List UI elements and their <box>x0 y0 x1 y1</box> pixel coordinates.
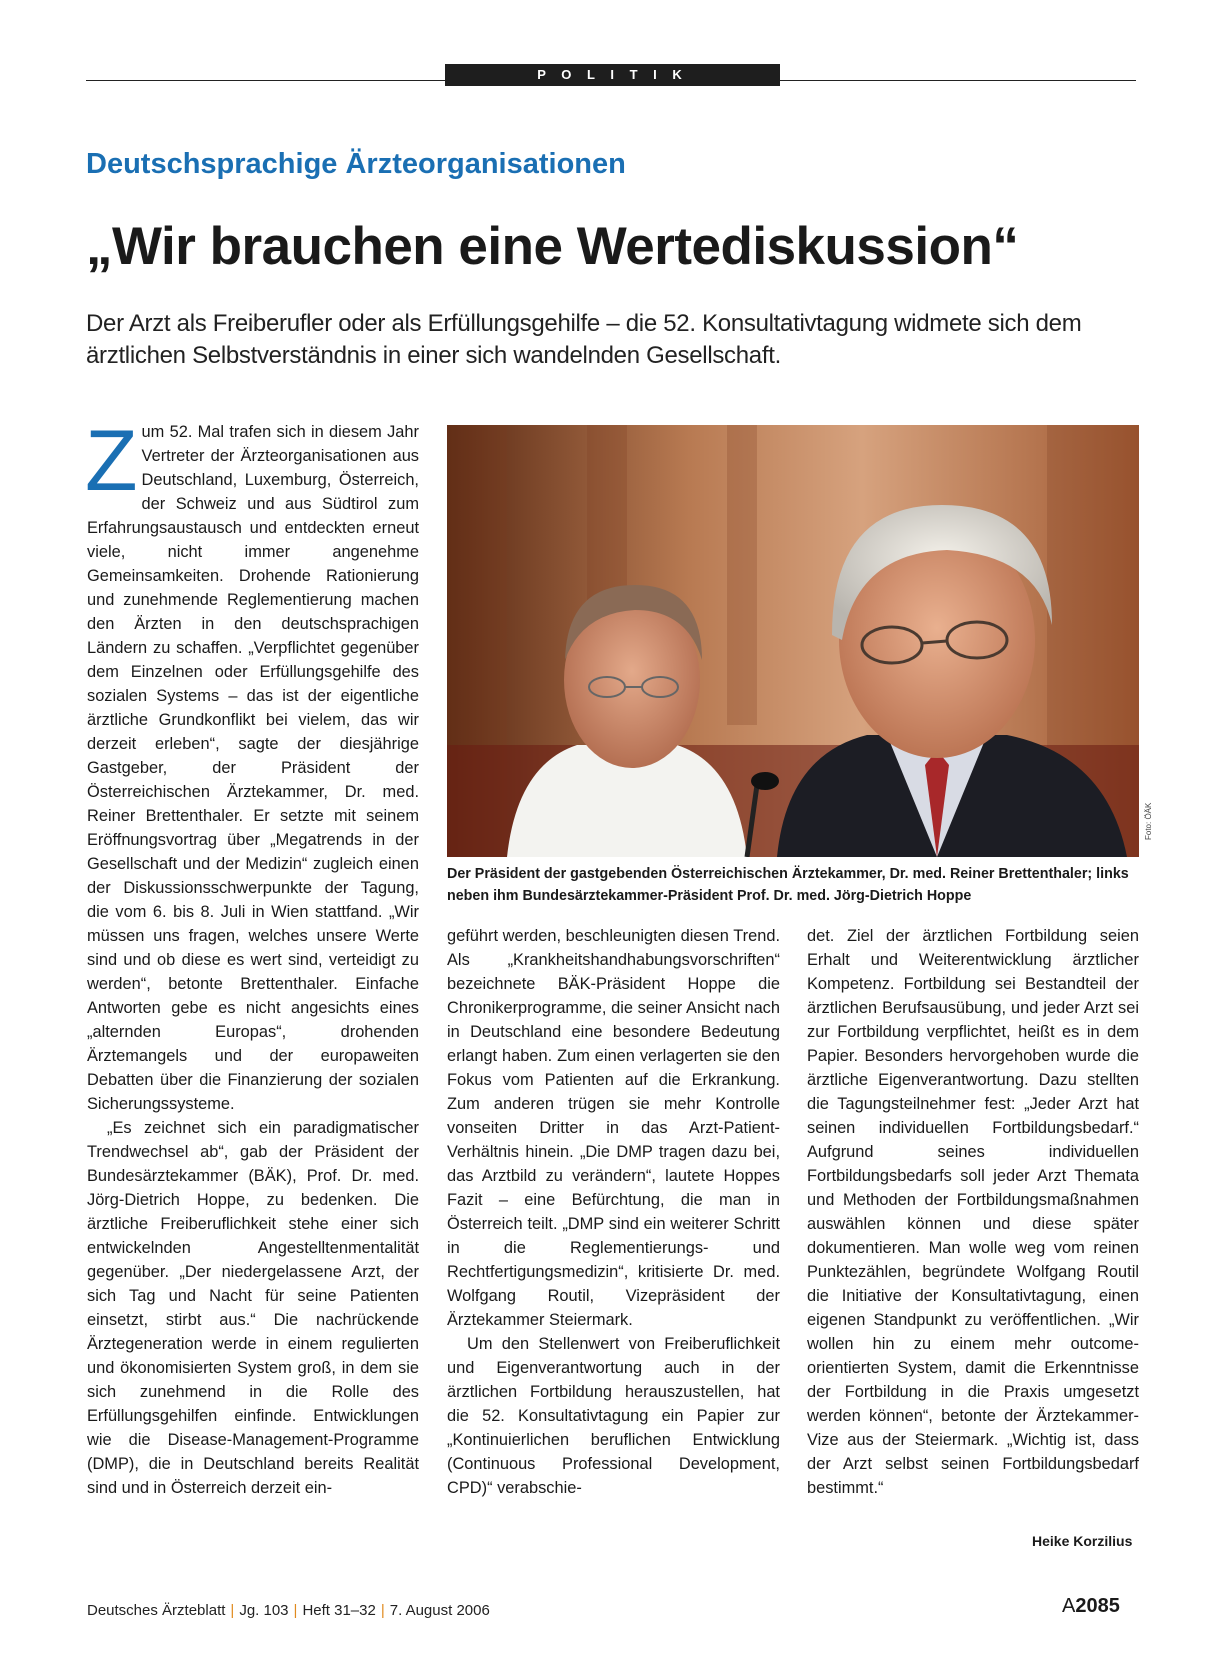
kicker: Deutschsprachige Ärzteorganisationen <box>86 148 626 180</box>
separator: | <box>293 1602 298 1619</box>
section-tag: P O L I T I K <box>445 64 780 86</box>
author-byline: Heike Korzilius <box>1032 1533 1133 1549</box>
date: 7. August 2006 <box>389 1602 490 1619</box>
article-photo <box>447 425 1139 857</box>
journal-name: Deutsches Ärzteblatt <box>87 1602 226 1619</box>
paragraph <box>85 413 419 1116</box>
article-column-3 <box>807 924 1139 1500</box>
page-number-value: 2085 <box>1075 1595 1120 1617</box>
page-prefix: A <box>1062 1595 1076 1617</box>
volume: Jg. 103 <box>239 1602 289 1619</box>
photo-illustration <box>447 425 1139 857</box>
article-column-2 <box>447 924 780 1500</box>
page-number <box>1062 1596 1120 1616</box>
issue: Heft 31–32 <box>302 1602 376 1619</box>
paragraph: Um den Stellenwert von Freiberuflichkeit und Eigenverantwortung auch in der ärztlichen Fortbildung herauszustellen, hat die 52. Konsultativtagung ein Papier zur „Kontinuierlichen beruflichen Entwicklung (Continuous Professional Development, CPD)“ verabschie- <box>447 1335 780 1497</box>
lead-paragraph: Der Arzt als Freiberufler oder als Erfüllungsgehilfe – die 52. Konsultativtagung widmete sich dem ärztlichen Selbstverständnis in einer sich wandelnden Gesellschaft. <box>86 310 1082 369</box>
photo-caption: Der Präsident der gastgebenden Österreichischen Ärztekammer, Dr. med. Reiner Brettenthaler; links neben ihm Bundesärztekammer-Präsident Prof. Dr. med. Jörg-Dietrich Hoppe <box>447 866 1129 904</box>
photo-credit: Foto: ÖÄK <box>1144 802 1153 840</box>
footer-citation <box>87 1603 490 1618</box>
separator: | <box>380 1602 385 1619</box>
headline: „Wir brauchen eine Wertediskussion“ <box>86 217 1019 276</box>
separator: | <box>230 1602 235 1619</box>
drop-cap: Z <box>85 413 138 509</box>
paragraph: geführt werden, beschleunigten diesen Trend. Als „Krankheitshandhabungsvorschriften“ bezeichnete BÄK-Präsident Hoppe die Chronikerprogramme, die seiner Ansicht nach in Deutschland eine besondere Bedeutung erlangt haben. Zum einen verlagerten sie den Fokus vom Patienten auf die Erkrankung. Zum anderen trügen sie mehr Kontrolle vonseiten Dritter in das Arzt-Patient-Verhältnis hinein. „Die DMP tragen dazu bei, das Arztbild zu verändern“, lautete Hoppes Fazit – eine Befürchtung, die man in Österreich teilt. „DMP sind ein weiterer Schritt in die Reglementierungs- und Rechtfertigungsmedizin“, kritisierte Dr. med. Wolfgang Routil, Vizepräsident der Ärztekammer Steiermark. <box>447 927 780 1329</box>
paragraph-text: um 52. Mal trafen sich in diesem Jahr Vertreter der Ärzteorganisationen aus Deutschland, Luxemburg, Österreich, der Schweiz und aus Südtirol zum Erfahrungsaustausch und entdeckten erneut viele, nicht immer angenehme Gemeinsamkeiten. Drohende Rationierung und zunehmende Reglementierung machen den Ärzten in den deutschsprachigen Ländern zu schaffen. „Verpflichtet gegenüber dem Einzelnen oder Erfüllungsgehilfe des sozialen Systems – das ist der eigentliche ärztliche Grundkonflikt bei vielem, das wir derzeit erleben“, sagte der diesjährige Gastgeber, der Präsident der Österreichischen Ärztekammer, Dr. med. Reiner Brettenthaler. Er setzte mit seinem Eröffnungsvortrag über „Megatrends in der Gesellschaft und der Medizin“ zugleich einen der Diskussionsschwerpunkte der Tagung, die vom 6. bis 8. Juli in Wien stattfand. „Wir müssen uns fragen, welches unsere Werte sind und ob diese es wert sind, verteidigt zu werden“, betonte Brettenthaler. Einfache Antworten gebe es nicht angesichts eines „alternden Europas“, drohenden Ärztemangels und der europaweiten Debatten über die Finanzierung der sozialen Sicherungssysteme. <box>87 423 419 1113</box>
article-column-1 <box>85 413 419 1500</box>
paragraph: det. Ziel der ärztlichen Fortbildung seien Erhalt und Weiterentwicklung ärztlicher Kompetenz. Fortbildung sei Bestandteil der ärztlichen Berufsausübung, und jeder Arzt sei zur Fortbildung verpflichtet, heißt es in dem Papier. Besonders hervorgehoben wurde die ärztliche Eigenverantwortung. Dazu stellten die Tagungsteilnehmer fest: „Jeder Arzt hat seinen individuellen Fortbildungsbedarf.“ Aufgrund seines individuellen Fortbildungsbedarfs soll jeder Arzt Themata und Methoden der Fortbildungsmaßnahmen auswählen können und diese später dokumentieren. Man wolle weg vom reinen Punktezählen, begründete Wolfgang Routil die Initiative der Konsultativtagung, einen eigenen Standpunkt zu veröffentlichen. „Wir wollen hin zu einem mehr outcome-orientierten System, damit die Erkenntnisse der Fortbildung in die Praxis umgesetzt werden können“, betonte der Ärztekammer-Vize aus der Steiermark. „Wichtig ist, dass der Arzt selbst seinen Fortbildungsbedarf bestimmt.“ <box>807 927 1139 1497</box>
paragraph: „Es zeichnet sich ein paradigmatischer Trendwechsel ab“, gab der Präsident der Bundesärztekammer (BÄK), Prof. Dr. med. Jörg-Dietrich Hoppe, zu bedenken. Die ärztliche Freiberuflichkeit stehe einer sich entwickelnden Angestelltenmentalität gegenüber. „Der niedergelassene Arzt, der sich Tag und Nacht für seine Patienten einsetzt, stirbt aus.“ Die nachrückende Ärztegeneration werde in einem regulierten und ökonomisierten System groß, in dem sie sich zunehmend in die Rolle des Erfüllungsgehilfen einfinde. Entwicklungen wie die Disease-Management-Programme (DMP), die in Deutschland bereits Realität sind und in Österreich derzeit ein- <box>87 1119 419 1497</box>
